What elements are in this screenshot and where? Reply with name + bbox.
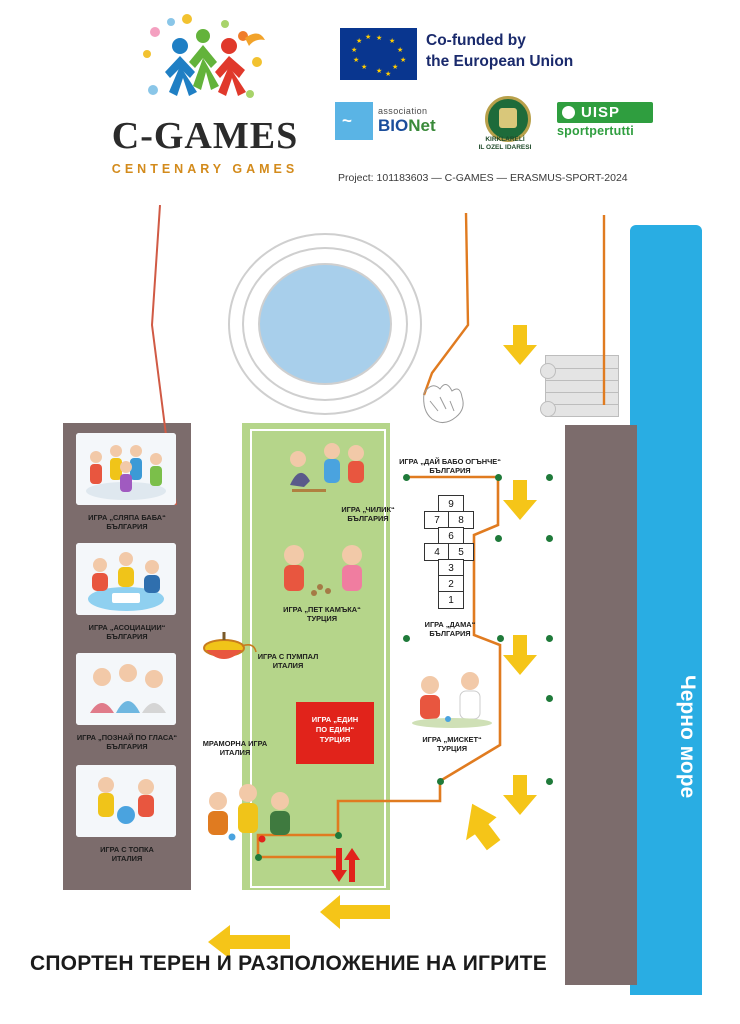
hopscotch-cell: 6	[438, 527, 464, 545]
hopscotch-cell: 3	[438, 559, 464, 577]
hopscotch-cell: 5	[448, 543, 474, 561]
hopscotch-cell: 7	[424, 511, 450, 529]
field-game-caption-1: ИГРА „ПЕТ КАМЪКА“ ТУРЦИЯ	[283, 605, 361, 623]
children-circle-photo	[76, 433, 176, 505]
logo-subtitle: CENTENARY GAMES	[111, 162, 299, 176]
left-game-caption-0: ИГРА „СЛЯПА БАБА“ БЪЛГАРИЯ	[88, 513, 166, 531]
children-marbles-photo	[404, 667, 500, 729]
one-on-one-label: ИГРА „ЕДИН ПО ЕДИН“ ТУРЦИЯ	[311, 715, 359, 744]
right-game-caption-1: ИГРА „ДАМА“ БЪЛГАРИЯ	[424, 620, 476, 638]
eu-funding-block	[340, 28, 610, 84]
eu-flag-icon: ★ ★ ★ ★ ★ ★ ★ ★ ★ ★ ★ ★	[340, 28, 417, 80]
project-reference: Project: 101183603 — C-GAMES — ERASMUS-SPORT-2024	[338, 172, 628, 184]
hopscotch-cell: 8	[448, 511, 474, 529]
right-game-caption-0: ИГРА „ДАЙ БАБО ОГЪНЧЕ“ БЪЛГАРИЯ	[399, 457, 501, 475]
header	[0, 0, 740, 205]
hopscotch-icon	[424, 495, 478, 627]
children-stones-photo	[268, 537, 378, 599]
field-game-caption-3: МРАМОРНА ИГРА ИТАЛИЯ	[202, 739, 268, 757]
children-stick-photo	[276, 437, 374, 499]
children-whisper-photo	[76, 653, 176, 725]
kirklareli-line2: IL OZEL IDARESI	[478, 144, 532, 151]
uisp-top-label: UISP	[581, 104, 621, 121]
footer-title: СПОРТЕН ТЕРЕН И РАЗПОЛОЖЕНИЕ НА ИГРИТЕ	[30, 952, 547, 975]
children-table-photo	[76, 543, 176, 615]
partner-logos	[335, 96, 634, 151]
bionet-logo-icon: ~ association BIONet	[335, 100, 440, 142]
logo-title: C-GAMES	[111, 115, 299, 157]
left-game-caption-3: ИГРА С ТОПКА ИТАЛИЯ	[100, 845, 154, 863]
people-logo-icon	[125, 14, 285, 114]
hopscotch-cell: 4	[424, 543, 450, 561]
kirklareli-line1: KIRKLARELİ	[485, 136, 525, 143]
bionet-label-big: BIONet	[378, 116, 436, 135]
cgames-logo	[85, 14, 325, 194]
field-game-caption-2: ИГРА С ПУМПАЛ ИТАЛИЯ	[257, 652, 319, 670]
marbles-photo	[196, 775, 308, 845]
children-ball-photo	[76, 765, 176, 837]
hopscotch-cell: 1	[438, 591, 464, 609]
footer	[0, 952, 740, 1004]
hopscotch-cell: 9	[438, 495, 464, 513]
black-sea-label: Черно море	[676, 675, 699, 799]
eu-line1: Co-funded by	[426, 32, 526, 49]
right-game-caption-2: ИГРА „МИСКЕТ“ ТУРЦИЯ	[422, 735, 482, 753]
uisp-bottom-label: sportpertutti	[557, 124, 634, 138]
hopscotch-cell: 2	[438, 575, 464, 593]
bionet-label-small: association	[378, 106, 428, 116]
eu-line2: the European Union	[426, 53, 574, 70]
kirklareli-seal-icon	[465, 96, 545, 151]
left-game-caption-1: ИГРА „АСОЦИАЦИИ“ БЪЛГАРИЯ	[88, 623, 166, 641]
left-game-caption-2: ИГРА „ПОЗНАЙ ПО ГЛАСА“ БЪЛГАРИЯ	[76, 733, 178, 751]
uisp-logo-icon	[557, 102, 657, 142]
field-game-caption-0: ИГРА „ЧИЛИК“ БЪЛГАРИЯ	[341, 505, 395, 523]
venue-map	[0, 205, 740, 965]
one-on-one-game-box	[296, 702, 374, 764]
